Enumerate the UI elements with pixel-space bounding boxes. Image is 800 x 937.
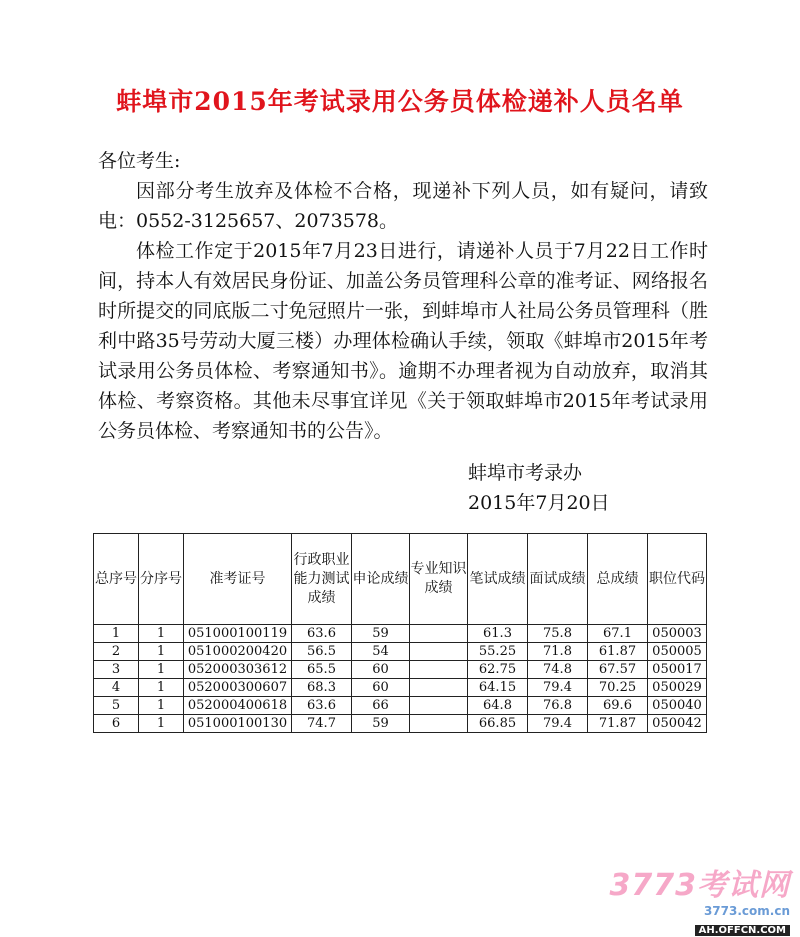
- table-cell: 74.8: [528, 661, 588, 679]
- table-cell: 61.87: [588, 643, 648, 661]
- table-cell: 1: [139, 661, 184, 679]
- notice-paragraph: 体检工作定于2015年7月23日进行，请递补人员于7月22日工作时间，持本人有效居民身份证、加盖公务员管理科公章的准考证、网络报名时所提交的同底版二寸免冠照片一张，到蚌埠市人社局公务员管理科（胜利中路35号劳动大厦三楼）办理体检确认手续，领取《蚌埠市2015年考试录用公务员体检、考察通知书》。逾期不办理者视为自动放弃，取消其体检、考察资格。其他未尽事宜详见《关于领取蚌埠市2015年考试录用公务员体检、考察通知书的公告》。: [98, 240, 708, 442]
- table-cell: 6: [94, 715, 139, 733]
- table-header: 专业知识成绩: [410, 534, 468, 625]
- table-header: 总成绩: [588, 534, 648, 625]
- table-cell: 68.3: [292, 679, 352, 697]
- table-header: 职位代码: [648, 534, 707, 625]
- table-cell: [410, 643, 468, 661]
- table-cell: 1: [139, 697, 184, 715]
- table-cell: 051000200420: [184, 643, 292, 661]
- table-header-row: [94, 534, 707, 625]
- table-cell: 69.6: [588, 697, 648, 715]
- table-header: 总序号: [94, 534, 139, 625]
- table-cell: 60: [352, 679, 410, 697]
- table-row: [94, 679, 707, 697]
- table-cell: 74.7: [292, 715, 352, 733]
- table-header: 申论成绩: [352, 534, 410, 625]
- watermark-logo: 3773考试网: [609, 868, 790, 903]
- table-row: [94, 697, 707, 715]
- table-cell: 55.25: [468, 643, 528, 661]
- table-cell: 2: [94, 643, 139, 661]
- signature-date: 2015年7月20日: [468, 492, 610, 514]
- table-cell: 67.57: [588, 661, 648, 679]
- table-row: [94, 661, 707, 679]
- table-cell: 1: [139, 643, 184, 661]
- table-cell: [410, 661, 468, 679]
- table-cell: 66.85: [468, 715, 528, 733]
- table-header: 行政职业能力测试成绩: [292, 534, 352, 625]
- table-cell: 051000100119: [184, 625, 292, 643]
- table-cell: 63.6: [292, 697, 352, 715]
- table-cell: 79.4: [528, 679, 588, 697]
- table-cell: 051000100130: [184, 715, 292, 733]
- table-cell: 61.3: [468, 625, 528, 643]
- table-cell: 64.8: [468, 697, 528, 715]
- table-cell: 59: [352, 715, 410, 733]
- watermark-url: 3773.com.cn: [703, 904, 790, 918]
- watermark-url-secondary: AH.OFFCN.COM: [695, 925, 790, 936]
- signature-block: [468, 458, 610, 518]
- table-cell: 050005: [648, 643, 707, 661]
- table-cell: 1: [139, 679, 184, 697]
- notice-paragraph: 因部分考生放弃及体检不合格，现递补下列人员，如有疑问，请致电：0552-3125657、2073578。: [98, 180, 708, 232]
- table-cell: [410, 625, 468, 643]
- table-cell: 052000300607: [184, 679, 292, 697]
- table-cell: 67.1: [588, 625, 648, 643]
- table-row: [94, 715, 707, 733]
- table-header: 准考证号: [184, 534, 292, 625]
- table-cell: 76.8: [528, 697, 588, 715]
- table-cell: 63.6: [292, 625, 352, 643]
- table-cell: 65.5: [292, 661, 352, 679]
- table-cell: 56.5: [292, 643, 352, 661]
- table-row: [94, 625, 707, 643]
- table-cell: 1: [139, 625, 184, 643]
- page-title: 蚌埠市2015年考试录用公务员体检递补人员名单: [116, 87, 684, 116]
- table-cell: 54: [352, 643, 410, 661]
- watermark: [610, 860, 791, 937]
- table-cell: 71.87: [588, 715, 648, 733]
- table-cell: 050017: [648, 661, 707, 679]
- table-header: 笔试成绩: [468, 534, 528, 625]
- table-cell: 3: [94, 661, 139, 679]
- signature-org: 蚌埠市考录办: [468, 462, 583, 484]
- table-cell: 75.8: [528, 625, 588, 643]
- table-cell: 1: [94, 625, 139, 643]
- table-cell: 79.4: [528, 715, 588, 733]
- table-cell: 050042: [648, 715, 707, 733]
- table-cell: 4: [94, 679, 139, 697]
- table-cell: [410, 679, 468, 697]
- table-cell: [410, 697, 468, 715]
- table-cell: 59: [352, 625, 410, 643]
- table-cell: [410, 715, 468, 733]
- table-cell: 66: [352, 697, 410, 715]
- table-cell: 64.15: [468, 679, 528, 697]
- table-cell: 050029: [648, 679, 707, 697]
- roster-table: [93, 533, 707, 733]
- salutation: 各位考生:: [98, 150, 181, 172]
- notice-body: [98, 146, 708, 446]
- table-row: [94, 643, 707, 661]
- table-cell: 60: [352, 661, 410, 679]
- table-header: 面试成绩: [528, 534, 588, 625]
- table-header: 分序号: [139, 534, 184, 625]
- table-cell: 052000303612: [184, 661, 292, 679]
- table-cell: 5: [94, 697, 139, 715]
- table-cell: 70.25: [588, 679, 648, 697]
- table-cell: 052000400618: [184, 697, 292, 715]
- table-cell: 62.75: [468, 661, 528, 679]
- table-cell: 1: [139, 715, 184, 733]
- table-cell: 050040: [648, 697, 707, 715]
- table-cell: 71.8: [528, 643, 588, 661]
- table-cell: 050003: [648, 625, 707, 643]
